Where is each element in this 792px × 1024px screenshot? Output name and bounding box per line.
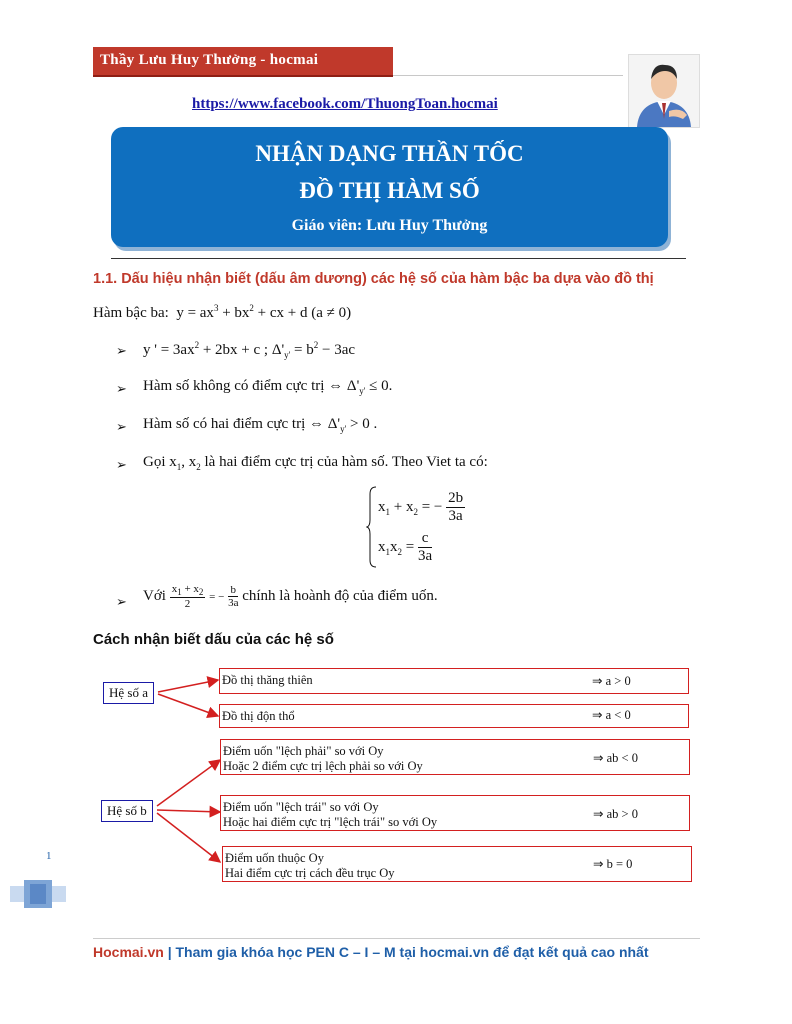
bullet-arrow-icon: ➢: [116, 343, 127, 358]
a-row-falling: Đồ thị độn thổ ⇒ a < 0: [219, 704, 689, 728]
signs-heading: Cách nhận biết dấu của các hệ số: [93, 631, 334, 648]
a-negative-result: ⇒ a < 0: [592, 708, 631, 722]
banner-title-line1: NHẬN DẠNG THẦN TỐC: [255, 141, 524, 166]
a-positive-result: ⇒ a > 0: [592, 674, 631, 688]
banner-teacher: Giáo viên: Lưu Huy Thưởng: [291, 217, 488, 234]
footer: [93, 944, 649, 960]
ab-positive-result: ⇒ ab > 0: [593, 807, 638, 821]
viet-product: $x_1x_2$ = $\frac{c}{3a}$: [378, 530, 433, 564]
footer-divider: [93, 938, 700, 939]
bullet-inflection: Với $\frac{x_1 + x_2}{2}$ = − $\frac{b}{3a}$ chính là hoành độ của điểm uốn.: [143, 583, 438, 611]
b-row-right: Điểm uốn "lệch phải" so với Oy Hoặc 2 điểm cực trị lệch phải so với Oy ⇒ ab < 0: [220, 739, 690, 775]
bullet-arrow-icon: ➢: [116, 381, 127, 396]
coefficient-b-box: Hệ số b: [101, 800, 153, 822]
bullet-two-extrema: Hàm số có hai điểm cực trị ⇔ $\Delta'_{y'} > 0$ .: [143, 416, 378, 434]
page-number: 1: [46, 850, 52, 862]
footer-brand[interactable]: Hocmai.vn: [93, 944, 164, 960]
bullet-arrow-icon: ➢: [116, 594, 127, 609]
bullet-no-extrema: Hàm số không có điểm cực trị ⇔ $\Delta'_{y'} \le 0$.: [143, 378, 393, 396]
banner-title-line2: ĐỒ THỊ HÀM SỐ: [299, 178, 480, 203]
b-row-left: Điểm uốn "lệch trái" so với Oy Hoặc hai điểm cực trị "lệch trái" so với Oy ⇒ ab > 0: [220, 795, 690, 831]
header-title: Thầy Lưu Huy Thưởng - hocmai: [100, 52, 319, 68]
ab-negative-result: ⇒ ab < 0: [593, 751, 638, 765]
footer-text: | Tham gia khóa học PEN C – I – M tại hocmai.vn để đạt kết quả cao nhất: [163, 944, 649, 960]
a-row-rising: Đồ thị thăng thiên ⇒ a > 0: [219, 668, 689, 694]
page-decoration-icon: [10, 880, 66, 908]
bullet-viet: Gọi $x_1$, $x_2$ là hai điểm cực trị của hàm số. Theo Viet ta có:: [143, 454, 488, 472]
derivative-formula: y ' = $3ax^2 + 2bx + c$ ; $\Delta'_{y'} = b^2 - 3ac$: [143, 340, 356, 360]
bullet-arrow-icon: ➢: [116, 419, 127, 434]
section-title: 1.1. Dấu hiệu nhận biết (dấu âm dương) các hệ số của hàm bậc ba dựa vào đồ thị: [93, 271, 654, 287]
cubic-formula: $y = ax^3 + bx^2$ + cx + d (a ≠ 0): [172, 303, 352, 321]
facebook-link[interactable]: https://www.facebook.com/ThuongToan.hocmai: [192, 96, 498, 112]
b-row-center: Điểm uốn thuộc Oy Hai điểm cực trị cách đều trục Oy ⇒ b = 0: [222, 846, 692, 882]
intro-label: Hàm bậc ba:: [93, 305, 169, 321]
bullet-arrow-icon: ➢: [116, 457, 127, 472]
viet-sum: $x_1 + x_2$ = − $\frac{2b}{3a}$: [378, 490, 464, 524]
coefficient-a-box: Hệ số a: [103, 682, 154, 704]
b-zero-result: ⇒ b = 0: [593, 857, 633, 871]
